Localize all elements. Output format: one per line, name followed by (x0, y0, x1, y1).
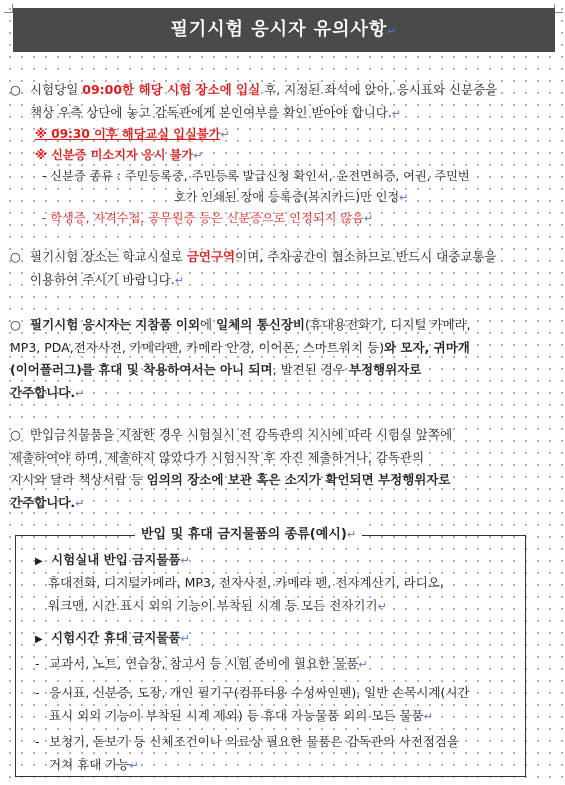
paragraph-mark-icon: ↵ (358, 658, 368, 671)
text: - 신분증 종류 : 주민등록증, 주민등록 발급신청 확인서, 운전면허증, 여권, 주민번 (42, 169, 470, 183)
circle-bullet-icon: ○ (10, 317, 21, 332)
box-title (135, 524, 362, 546)
section-arrival (10, 79, 557, 125)
page-corner-mark (554, 4, 563, 13)
text: 필기시험 응시자는 지참품 이외 (30, 317, 201, 332)
text: 시험당일 (30, 82, 83, 97)
paragraph-mark-icon: ↵ (387, 25, 398, 38)
paragraph-mark-icon: ↵ (129, 759, 139, 772)
page-title (13, 8, 555, 52)
text: 보청기, 돋보기 등 신체조건이나 의료상 필요한 물품은 감독관의 사전점검을 (49, 734, 460, 749)
section-prohibited-devices (10, 314, 557, 405)
text: 제출하여야 하며, 제출하지 않았다가 시험시작 후 자진 제출하거나, 감독관의 (10, 449, 425, 465)
group-heading-in-room (35, 548, 521, 573)
in-room-items (48, 571, 521, 618)
title-text: 필기시험 응시자 유의사항 (170, 19, 388, 40)
dash-bullet: - (35, 656, 40, 671)
text: 휴대전화, 디지털카메라, MP3, 전자사전, 카메라 펜, 전자계산기, 라디오, (48, 575, 444, 590)
text: 거쳐 휴대 가능 (49, 757, 130, 772)
text: 이며, 주차공간이 협소하므로 반드시 대중교통을 (235, 249, 497, 264)
group-heading-exam-time (35, 626, 521, 651)
text: 후, 지정된 좌석에 앉아, 응시표와 신분증을 (260, 82, 498, 97)
text: - 학생증, 자격수첩, 공무원증 등은 신분증으로 인정되지 않음 (42, 211, 364, 225)
notice-entry-cutoff (35, 124, 555, 145)
paragraph-mark-icon: ↵ (180, 632, 190, 645)
notice-id-required (35, 145, 555, 166)
triangle-bullet-icon: ▶ (35, 556, 43, 567)
paragraph-mark-icon: ↵ (75, 386, 85, 400)
text: 호가 인쇄된 장애 등록증(복지카드)만 인정 (174, 190, 400, 204)
id-types (42, 166, 555, 208)
paragraph-mark-icon: ↵ (174, 273, 184, 287)
page-corner-mark (4, 4, 13, 13)
paragraph-mark-icon: ↵ (346, 528, 357, 541)
paragraph-mark-icon: ↵ (220, 128, 230, 141)
text: ※ 신분증 미소지자 응시 불가 (35, 148, 194, 162)
paragraph-mark-icon: ↵ (399, 191, 409, 204)
text: 반입 및 휴대 금지물품의 종류(예시) (141, 527, 347, 542)
list-item (35, 652, 521, 676)
text: 이용하여 주시기 바랍니다. (30, 271, 175, 287)
circle-bullet-icon: ○ (10, 249, 21, 264)
text: 간주합니다. (10, 494, 76, 510)
paragraph-mark-icon: ↵ (75, 496, 85, 510)
arrival-time-highlight: 09:00한 해당 시험 장소에 입실 (82, 82, 261, 97)
paragraph-mark-icon: ↵ (180, 554, 190, 567)
text: 부정행위자로 (348, 362, 422, 377)
text: 간주합니다. (10, 384, 76, 400)
section-no-smoking (10, 246, 557, 292)
paragraph-mark-icon: ↵ (193, 149, 203, 162)
text: 교과서, 노트, 연습장, 참고서 등 시험 준비에 필요한 물품 (49, 656, 359, 671)
text: 시험실내 반입 금지물품 (51, 552, 181, 567)
text: ※ 09:30 이후 해당교실 입실불가 (35, 127, 221, 141)
list-item (35, 681, 521, 728)
text: MP3, PDA,전자사전, 카메라펜, 카메라 안경, 이어폰, 스마트워치 등) (10, 339, 384, 355)
circle-bullet-icon: ○ (10, 427, 21, 442)
circle-bullet-icon: ○ (10, 82, 21, 97)
text: 시험시간 휴대 금지물품 (51, 630, 181, 645)
text: 에 (200, 317, 217, 332)
paragraph-mark-icon: ↵ (423, 710, 433, 723)
text: (이어플러그)를 휴대 및 착용하여서는 아니 되며 (10, 362, 273, 377)
text: 임의의 장소에 보관 혹은 소지가 확인되면 부정행위자로 (146, 472, 451, 487)
section-banned-items-submission (10, 424, 557, 515)
text: 지시와 달라 책상서랍 등 (10, 472, 147, 487)
paragraph-mark-icon: ↵ (377, 600, 387, 613)
id-not-accepted (42, 208, 555, 229)
text: 워크맨, 시간 표시 외의 기능이 부착된 시계 등 모든 전자기기 (48, 598, 378, 613)
dash-bullet: - (35, 734, 40, 749)
text: 와 모자, 귀마개 (383, 339, 470, 355)
paragraph-mark-icon: ↵ (363, 212, 374, 225)
dash-bullet: - (35, 685, 40, 700)
no-smoking-highlight: 금연구역 (186, 249, 236, 264)
list-item (35, 730, 521, 777)
text: 책상 우측 상단에 놓고 감독관에게 본인여부를 확인 받아야 합니다. (30, 104, 392, 120)
text: 반입금지물품을 지참한 경우 시험실시 전 감독관의 지시에 따라 시험실 앞쪽에 (30, 427, 453, 442)
text: 일체의 통신장비 (216, 317, 305, 332)
text: (휴대용전화기, 디지털 카메라, (304, 317, 471, 332)
text: 응시표, 신분증, 도장, 개인 필기구(컴퓨터용 수성싸인펜), 일반 손목시계(시간 (49, 685, 470, 700)
text: 표시 외의 기능이 부착된 시계 제외) 등 휴대 가능물품 외의 모든 물품 (49, 708, 424, 723)
paragraph-mark-icon: ↵ (391, 106, 402, 120)
triangle-bullet-icon: ▶ (35, 634, 43, 645)
text: , 발견된 경우 (272, 362, 349, 377)
text: 필기시험 장소는 학교시설로 (30, 249, 187, 264)
